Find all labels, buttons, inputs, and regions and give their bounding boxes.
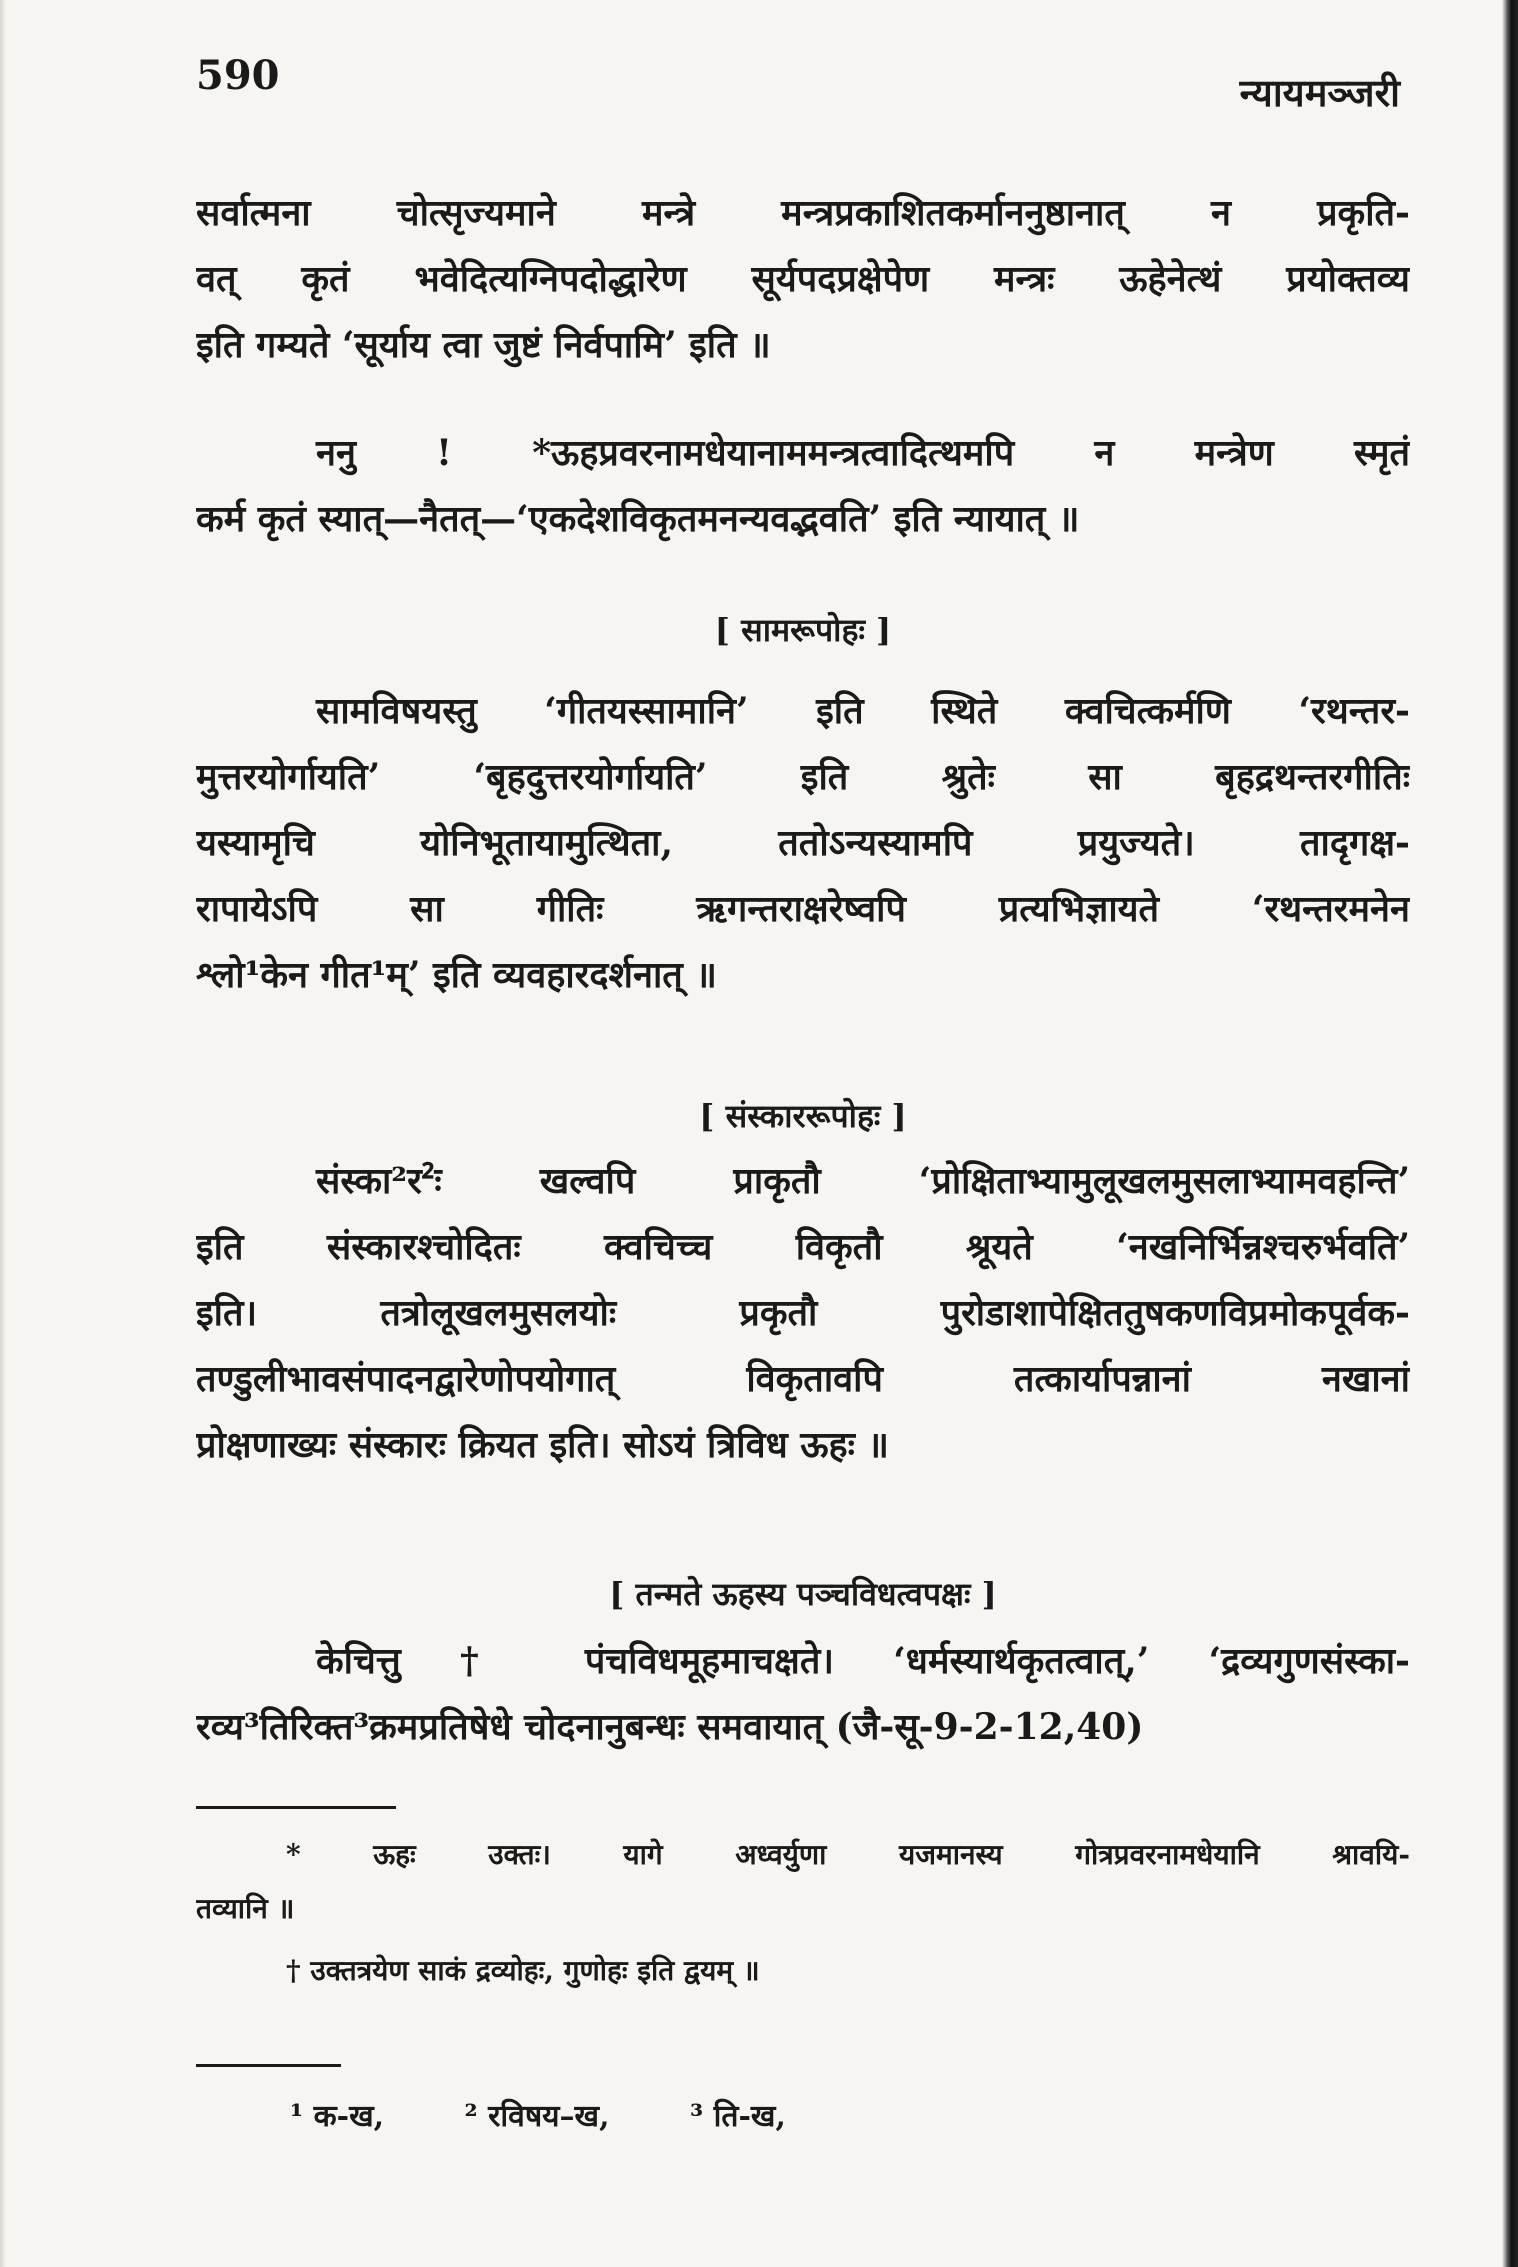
paragraph-5 <box>196 1628 1410 1760</box>
page-number: 590 <box>196 52 280 99</box>
text-line: वत् कृतं भवेदित्यग्निपदोद्धारेण सूर्यपदप्रक्षेपेण मन्त्रः ऊहेनेत्थं प्रयोक्तव्य <box>196 258 1410 300</box>
paragraph-2 <box>196 420 1410 552</box>
text-line: सामविषयस्तु ‘गीतयस्सामानि’ इति स्थिते क्वचित्कर्मणि ‘रथन्तर- <box>316 690 1410 732</box>
text-line: सर्वात्मना चोत्सृज्यमाने मन्त्रे मन्त्रप्रकाशितकर्माननुष्ठानात् न प्रकृति- <box>196 192 1410 234</box>
footnote-star <box>196 1828 1410 1936</box>
section-heading-saman: [ सामरूपोहः ] <box>714 611 892 649</box>
running-head: न्यायमञ्जरी <box>1239 70 1400 115</box>
text-line: संस्का²र²ः खल्वपि प्राकृतौ ‘प्रोक्षिताभ्यामुलूखलमुसलाभ्यामवहन्ति’ <box>316 1160 1410 1202</box>
footnote-line: † उक्तत्रयेण साकं द्रव्योहः, गुणोहः इति द्वयम् ॥ <box>286 1954 760 1987</box>
footnote-separator <box>196 1806 396 1809</box>
text-line: केचित्तु † पंचविधमूहमाचक्षते। ‘धर्मस्यार्थकृतत्वात्,’ ‘द्रव्यगुणसंस्का- <box>316 1640 1410 1682</box>
footnote-dagger <box>196 1944 1410 1998</box>
text-line: कर्म कृतं स्यात्—नैतत्—‘एकदेशविकृतमनन्यवद्भवति’ इति न्यायात् ॥ <box>196 498 1080 540</box>
footnote-line: तव्यानि ॥ <box>196 1892 295 1925</box>
text-line: इति संस्कारश्चोदितः क्वचिच्च विकृतौ श्रूयते ‘नखनिर्भिन्नश्चरुर्भवति’ <box>196 1226 1410 1268</box>
footnote-line: * ऊहः उक्तः। यागे अध्वर्युणा यजमानस्य गोत्रप्रवरनामधेयानि श्रावयि- <box>286 1838 1410 1871</box>
text-line: प्रोक्षणाख्यः संस्कारः क्रियत इति। सोऽयं त्रिविध ऊहः ॥ <box>196 1424 890 1466</box>
paragraph-4 <box>196 1148 1410 1478</box>
text-line: ननु ! *ऊहप्रवरनामधेयानाममन्त्रत्वादित्थमपि न मन्त्रेण स्मृतं <box>316 432 1410 474</box>
variant-reading-1: ¹ क-ख, <box>290 2099 385 2134</box>
paragraph-1 <box>196 180 1410 378</box>
text-line: तण्डुलीभावसंपादनद्वारेणोपयोगात् विकृतावपि तत्कार्यापन्नानां नखानां <box>196 1358 1410 1400</box>
text-line: श्लो¹केन गीत¹म्’ इति व्यवहारदर्शनात् ॥ <box>196 954 717 996</box>
text-line: मुत्तरयोर्गायति’ ‘बृहदुत्तरयोर्गायति’ इति श्रुतेः सा बृहद्रथन्तरगीतिः <box>196 756 1410 798</box>
section-heading-pancavidha: [ तन्मते ऊहस्य पञ्चविधत्वपक्षः ] <box>609 1575 997 1613</box>
page-gutter-shadow <box>0 0 6 2267</box>
text-line: इति गम्यते ‘सूर्याय त्वा जुष्टं निर्वपामि’ इति ॥ <box>196 324 771 366</box>
page-binding-edge <box>1502 0 1518 2267</box>
variants-separator <box>196 2064 341 2067</box>
text-line: रव्य³तिरिक्त³क्रमप्रतिषेधे चोदनानुबन्धः समवायात् (जै-सू-9-2-12,40) <box>196 1706 1144 1748</box>
text-line: यस्यामृचि योनिभूतायामुत्थिता, ततोऽन्यस्यामपि प्रयुज्यते। तादृगक्ष- <box>196 822 1410 864</box>
section-heading-samskara: [ संस्काररूपोहः ] <box>699 1097 907 1135</box>
variant-readings <box>290 2094 856 2135</box>
variant-reading-2: ² रविषय–ख, <box>464 2099 610 2134</box>
text-line: रापायेऽपि सा गीतिः ऋगन्तराक्षरेष्वपि प्रत्यभिज्ञायते ‘रथन्तरमनेन <box>196 888 1410 930</box>
variant-reading-3: ³ ति-ख, <box>690 2099 786 2134</box>
paragraph-3 <box>196 678 1410 1008</box>
text-line: इति। तत्रोलूखलमुसलयोः प्रकृतौ पुरोडाशापेक्षिततुषकणविप्रमोकपूर्वक- <box>196 1292 1410 1334</box>
